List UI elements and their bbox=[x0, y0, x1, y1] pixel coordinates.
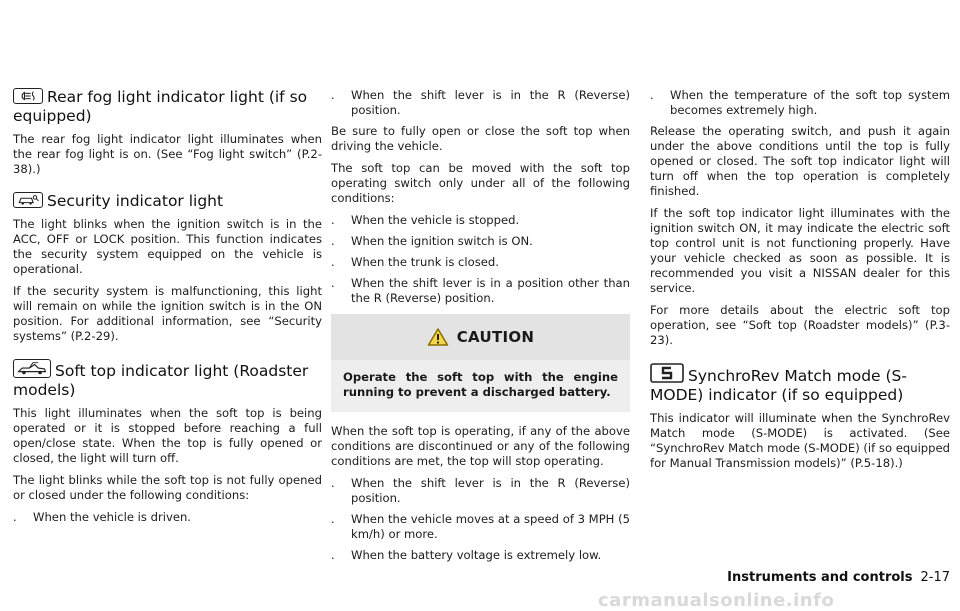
synchrorev-body: This indicator will illuminate when the SynchroRev Match mode (S-MODE) is activated. (See “SynchroRev Match mode (S-MODE) (if so equipped for Manual Transmission models)” (P.5-18).) bbox=[650, 411, 950, 470]
list-item: . When the vehicle is driven. bbox=[13, 510, 191, 524]
warning-triangle-icon bbox=[427, 327, 449, 347]
mid-p2: The soft top can be moved with the soft top operating switch only under all of the following conditions: bbox=[331, 161, 630, 205]
soft-top-blink-list bbox=[13, 510, 322, 525]
list-item: . When the shift lever is in the R (Reverse) position. bbox=[331, 476, 630, 505]
list-item: . When the battery voltage is extremely low. bbox=[331, 548, 602, 562]
footer-section-name: Instruments and controls bbox=[727, 570, 913, 585]
caution-body: Operate the soft top with the engine running to prevent a discharged battery. bbox=[331, 360, 630, 412]
mid-p1: Be sure to fully open or close the soft top when driving the vehicle. bbox=[331, 124, 630, 153]
column-right bbox=[650, 88, 950, 478]
security-p2: If the security system is malfunctioning, this light will remain on while the ignition switch is in the ON position. For additional information, see “Security systems” (P.2-29). bbox=[13, 284, 322, 343]
rear-fog-body: The rear fog light indicator light illuminates when the rear fog light is on. (See “Fog light switch” (P.2-38).) bbox=[13, 132, 322, 176]
blink-list-cont bbox=[331, 88, 630, 118]
soft-top-p2: The light blinks while the soft top is not fully opened or closed under the following conditions: bbox=[13, 473, 322, 502]
caution-title: CAUTION bbox=[456, 328, 535, 346]
list-item: . When the vehicle is stopped. bbox=[331, 213, 520, 227]
list-item: . When the vehicle moves at a speed of 3 MPH (5 km/h) or more. bbox=[331, 512, 630, 541]
watermark: carmanualsonline.info bbox=[598, 590, 835, 611]
convertible-car-icon bbox=[13, 359, 51, 378]
right-p3: For more details about the electric soft top operation, see “Soft top (Roadster models)” (P.3-23). bbox=[650, 303, 950, 347]
column-left bbox=[13, 88, 322, 531]
list-item: . When the temperature of the soft top system becomes extremely high. bbox=[650, 88, 950, 117]
s-mode-icon bbox=[650, 363, 684, 383]
conditions-list bbox=[331, 213, 630, 306]
rear-fog-light-icon bbox=[13, 88, 43, 104]
list-item: . When the ignition switch is ON. bbox=[331, 234, 533, 248]
section-title-rear-fog: Rear fog light indicator light (if so equipped) bbox=[13, 88, 308, 125]
mid-p3: When the soft top is operating, if any of the above conditions are discontinued or any of the following conditions are met, the top will stop operating. bbox=[331, 424, 630, 468]
stop-conditions-list bbox=[331, 476, 630, 563]
list-item: . When the trunk is closed. bbox=[331, 255, 499, 269]
section-title-soft-top: Soft top indicator light (Roadster models) bbox=[13, 359, 322, 400]
right-p2: If the soft top indicator light illuminates with the ignition switch ON, it may indicate the electric soft top control unit is not functioning properly. Have your vehicle checked as soon as possible. It is recommended you visit a NISSAN dealer for this service. bbox=[650, 206, 950, 295]
security-car-key-icon bbox=[13, 192, 43, 208]
column-middle bbox=[331, 88, 630, 569]
security-p1: The light blinks when the ignition switch is in the ACC, OFF or LOCK position. This function indicates the security system equipped on the vehicle is operational. bbox=[13, 217, 322, 276]
section-title-synchrorev: SynchroRev Match mode (S-MODE) indicator (if so equipped) bbox=[650, 363, 950, 405]
right-p1: Release the operating switch, and push it again under the above conditions until the top is fully opened or closed. The soft top indicator light will turn off when the top operation is completely finished. bbox=[650, 124, 950, 198]
soft-top-p1: This light illuminates when the soft top is being operated or it is stopped before reaching a full open/close state. When the top is fully opened or closed, the light will turn off. bbox=[13, 406, 322, 465]
stop-list-cont bbox=[650, 88, 950, 118]
page-footer bbox=[706, 570, 950, 585]
page-number: 2-17 bbox=[920, 570, 950, 585]
list-item: . When the shift lever is in a position other than the R (Reverse) position. bbox=[331, 276, 630, 305]
list-item: . When the shift lever is in the R (Reverse) position. bbox=[331, 88, 630, 117]
section-title-security: Security indicator light bbox=[13, 192, 322, 211]
caution-header bbox=[331, 314, 630, 360]
